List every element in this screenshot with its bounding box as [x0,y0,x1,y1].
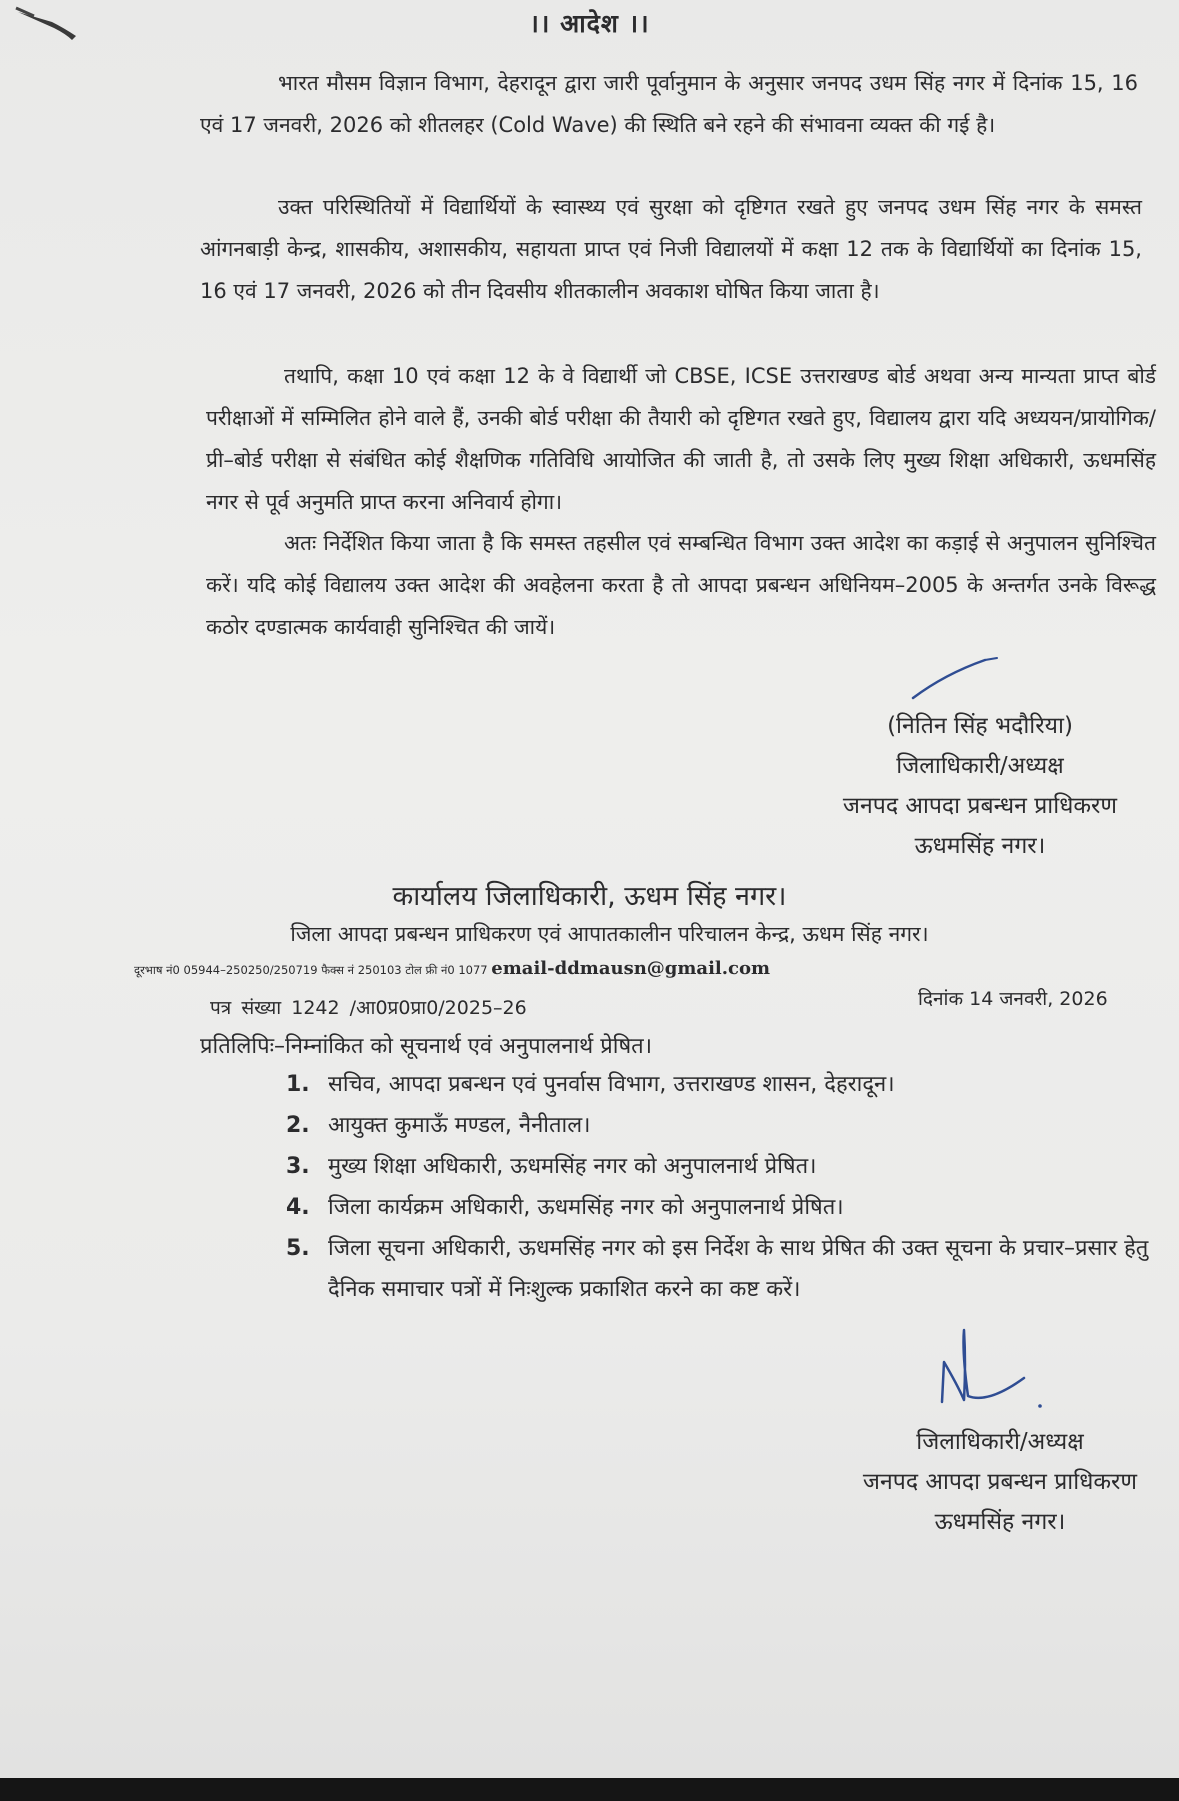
letter-date: दिनांक 14 जनवरी, 2026 [918,988,1108,1010]
signatory-designation: जिलाधिकारी/अध्यक्ष [896,753,1064,779]
list-item: 1. सचिव, आपदा प्रबन्धन एवं पुनर्वास विभाग, उत्तराखण्ड शासन, देहरादून। [286,1072,895,1097]
signatory-authority: जनपद आपदा प्रबन्धन प्राधिकरण [862,1469,1138,1495]
copy-to-intro: प्रतिलिपिः–निम्नांकित को सूचनार्थ एवं अनुपालनार्थ प्रेषित। [200,1034,653,1059]
office-email: email-ddmausn@gmail.com [491,958,771,979]
signatory-authority: जनपद आपदा प्रबन्धन प्राधिकरण [842,793,1118,819]
list-item: 4. जिला कार्यक्रम अधिकारी, ऊधमसिंह नगर को अनुपालनार्थ प्रेषित। [286,1195,844,1220]
copy-to-list [286,1064,1176,1310]
signature-1-image [905,656,1005,702]
list-item: 3. मुख्य शिक्षा अधिकारी, ऊधमसिंह नगर को अनुपालनार्थ प्रेषित। [286,1154,817,1179]
signatory-2-block [830,1422,1170,1542]
office-subtitle: जिला आपदा प्रबन्धन प्राधिकरण एवं आपातकालीन परिचालन केन्द्र, ऊधम सिंह नगर। [290,922,929,946]
list-item: 2. आयुक्त कुमाऊँ मण्डल, नैनीताल। [286,1113,591,1138]
order-paragraph-2: उक्त परिस्थितियों में विद्यार्थियों के स्वास्थ्य एवं सुरक्षा को दृष्टिगत रखते हुए जनपद उधम सिंह नगर के समस्त आंगनबाड़ी केन्द्र, शासकीय, अशासकीय, सहायता प्राप्त एवं निजी विद्यालयों में कक्षा 12 तक के विद्यार्थियों का दिनांक 15, 16 एवं 17 जनवरी, 2026 को तीन दिवसीय शीतकालीन अवकाश घोषित किया जाता है। [200,195,1142,303]
office-contact-line [134,958,770,979]
signatory-place: ऊधमसिंह नगर। [934,1509,1066,1535]
bottom-edge [0,1778,1179,1801]
signatory-designation: जिलाधिकारी/अध्यक्ष [916,1429,1084,1455]
contact-numbers: दूरभाष नं0 05944–250250/250719 फैक्स नं 250103 टोल फ्री नं0 1077 [134,963,488,977]
order-paragraph-1: भारत मौसम विज्ञान विभाग, देहरादून द्वारा जारी पूर्वानुमान के अनुसार जनपद उधम सिंह नगर में दिनांक 15, 16 एवं 17 जनवरी, 2026 को शीतलहर (Cold Wave) की स्थिति बने रहने की संभावना व्यक्त की गई है। [200,71,1138,137]
signatory-place: ऊधमसिंह नगर। [914,833,1046,859]
order-heading: ।। आदेश ।। [529,9,650,38]
letter-number: पत्र संख्या 1242 /आ0प्र0प्रा0/2025–26 [210,997,527,1019]
order-paragraph-3: तथापि, कक्षा 10 एवं कक्षा 12 के वे विद्यार्थी जो CBSE, ICSE उत्तराखण्ड बोर्ड अथवा अन्य मान्यता प्राप्त बोर्ड परीक्षाओं में सम्मिलित होने वाले हैं, उनकी बोर्ड परीक्षा की तैयारी को दृष्टिगत रखते हुए, विद्यालय द्वारा यदि अध्ययन/प्रायोगिक/प्री–बोर्ड परीक्षा से संबंधित कोई शैक्षणिक गतिविधि आयोजित की जाती है, तो उसके लिए मुख्य शिक्षा अधिकारी, ऊधमसिंह नगर से पूर्व अनुमति प्राप्त करना अनिवार्य होगा। [206,364,1156,514]
office-title: कार्यालय जिलाधिकारी, ऊधम सिंह नगर। [392,881,787,912]
list-item: 5. जिला सूचना अधिकारी, ऊधमसिंह नगर को इस निर्देश के साथ प्रेषित की उक्त सूचना के प्रचार–प्रसार हेतु दैनिक समाचार पत्रों में निःशुल्क प्रकाशित करने का कष्ट करें। [286,1236,1149,1302]
signature-2-image [930,1322,1045,1418]
signatory-name: (नितिन सिंह भदौरिया) [887,713,1073,739]
order-paragraph-4: अतः निर्देशित किया जाता है कि समस्त तहसील एवं सम्बन्धित विभाग उक्त आदेश का कड़ाई से अनुपालन सुनिश्चित करें। यदि कोई विद्यालय उक्त आदेश की अवहेलना करता है तो आपदा प्रबन्धन अधिनियम–2005 के अन्तर्गत उनके विरूद्ध कठोर दण्डात्मक कार्यवाही सुनिश्चित की जायें। [206,531,1156,639]
signatory-1-block [790,706,1170,866]
